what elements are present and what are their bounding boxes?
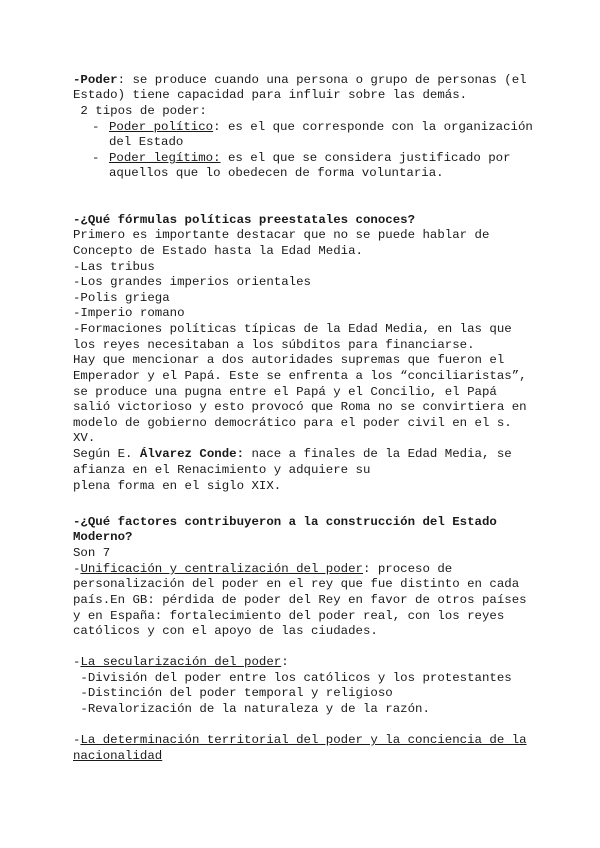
factor-determinacion [73, 733, 527, 748]
segun-line-2: afianza en el Renacimiento y adquiere su [73, 463, 371, 477]
formulas-line: Concepto de Estado hasta la Edad Media. [73, 244, 363, 258]
formulas-line: Emperador y el Papá. Este se enfrenta a los “conciliaristas”, [73, 369, 527, 383]
poder-definition-text: : se produce cuando una persona o grupo de personas (el [117, 73, 527, 87]
factor-unificacion-term: Unificación y centralización del poder [80, 562, 363, 576]
poder-legitimo-text-2: aquellos que lo obedecen de forma voluntaria. [109, 166, 444, 180]
formulas-line: Hay que mencionar a dos autoridades supremas que fueron el [73, 353, 505, 367]
segun-prefix: Según E. [73, 447, 140, 461]
formulas-line: -Los grandes imperios orientales [73, 275, 311, 289]
factor-unificacion-line: país.En GB: pérdida de poder del Rey en favor de otros países [73, 593, 527, 607]
factores-heading-2: Moderno? [73, 530, 133, 544]
formulas-line: salió victorioso y esto provocó que Roma no se convirtiera en [73, 400, 527, 414]
bullet-poder-legitimo [109, 151, 511, 166]
author-name: Álvarez Conde: [139, 447, 245, 461]
formulas-heading: -¿Qué fórmulas políticas preestatales conoces? [73, 213, 416, 227]
factor-dash: - [73, 562, 81, 576]
formulas-line: -Polis griega [73, 291, 170, 305]
poder-legitimo-term: Poder legítimo: [109, 151, 221, 165]
tipos-de-poder-label: 2 tipos de poder: [73, 104, 207, 118]
formulas-line: XV. [73, 431, 96, 445]
bullet-marker: - [92, 120, 100, 134]
factor-unificacion [73, 562, 452, 577]
factor-determinacion-term-2: nacionalidad [73, 749, 163, 763]
poder-term: -Poder [73, 73, 118, 87]
factor-unificacion-text: : proceso de [363, 562, 453, 576]
factor-unificacion-line: personalización del poder en el rey que fue distinto en cada [73, 577, 520, 591]
poder-politico-text: : es el que corresponde con la organización [213, 120, 533, 134]
poder-politico-text-2: del Estado [109, 135, 184, 149]
factor-secularizacion-term: La secularización del poder [80, 655, 282, 669]
secularizacion-item: -División del poder entre los católicos y los protestantes [73, 671, 512, 685]
factor-secularizacion [73, 655, 289, 670]
formulas-line: se produce una pugna entre el Papá y el Concilio, el Papá [73, 385, 497, 399]
formulas-line: los reyes necesitaban a los súbditos para financiarse. [73, 338, 475, 352]
bullet-marker: - [92, 151, 100, 165]
factor-secularizacion-colon: : [281, 655, 289, 669]
poder-legitimo-text: es el que se considera justificado por [220, 151, 511, 165]
poder-politico-term: Poder político [109, 120, 214, 134]
factor-unificacion-line: católicos y con el apoyo de las ciudades. [73, 624, 378, 638]
son-count: Son 7 [73, 546, 111, 560]
poder-definition-line-2: Estado) tiene capacidad para influir sobre las demás. [73, 88, 468, 102]
formulas-line: -Las tribus [73, 260, 155, 274]
segun-text: nace a finales de la Edad Media, se [244, 447, 512, 461]
formulas-line: modelo de gobierno democrático para el poder civil en el s. [73, 416, 512, 430]
segun-line-3: plena forma en el siglo XIX. [73, 479, 282, 493]
secularizacion-item: -Revalorización de la naturaleza y de la razón. [73, 702, 430, 716]
factor-unificacion-line: y en España: fortalecimiento del poder real, con los reyes [73, 609, 505, 623]
factor-dash: - [73, 733, 81, 747]
formulas-line: -Formaciones políticas típicas de la Edad Media, en las que [73, 322, 512, 336]
poder-definition-line [73, 73, 527, 88]
factor-dash: - [73, 655, 81, 669]
formulas-line: Primero es importante destacar que no se puede hablar de [73, 228, 490, 242]
factor-determinacion-term: La determinación territorial del poder y la conciencia de la [80, 733, 527, 747]
secularizacion-item: -Distinción del poder temporal y religioso [73, 686, 393, 700]
factores-heading: -¿Qué factores contribuyeron a la construcción del Estado [73, 515, 497, 529]
segun-line [73, 447, 512, 462]
bullet-poder-politico [109, 120, 533, 135]
formulas-line: -Imperio romano [73, 306, 185, 320]
